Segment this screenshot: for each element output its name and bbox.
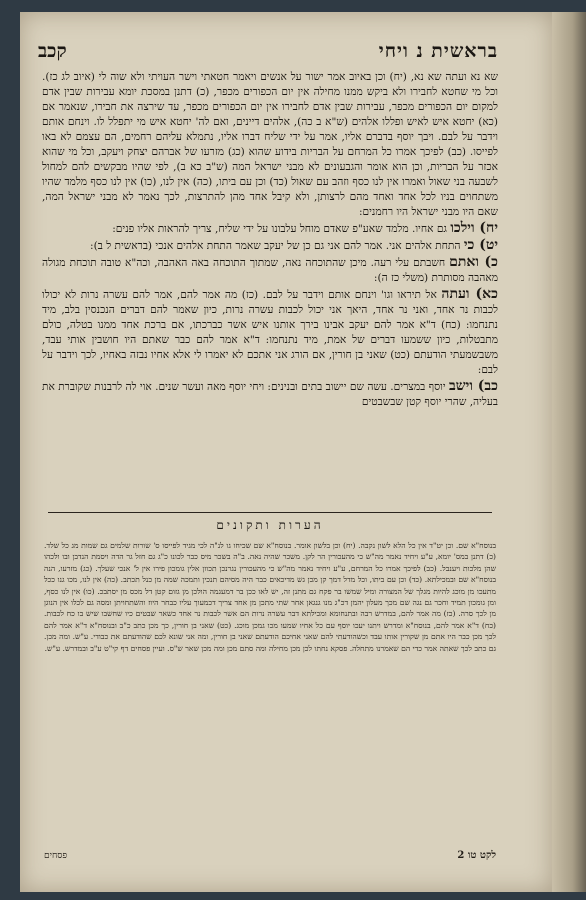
section-divider bbox=[48, 512, 492, 513]
verse-text: התחת אלהים אני. אמר להם אני גם כן של יעקב שאמר התחת אלהים אנכי (בראשית ל ב): bbox=[90, 240, 461, 252]
verse-lead-word: כב) וישב bbox=[448, 378, 498, 394]
verse-paragraph bbox=[42, 287, 498, 378]
verse-text: אל תיראו וגו' וינחם אותם וידבר על לבם. (כז) מה אמר להם, אמר להם עשרה נרות לא יכולו לכבות נר אחד, ואני נר אחד, היאך אני יכול לכבות עשרה נרות, כיון שאמר להם דברים הנכנסין בלב, מיד נתנחמו: (כח) ד"א אמר להם יעקב אבינו בירך אותנו איש אשר כברכתו, אם ברכת אחד ממנו בטלה, כולם מתבטלות, כיון ששמעו דברים של אמת, מיד נתנחמו: ד"א אמר להם כבר שאתם היו חושבין אותי עבד, משבשמעתי הודעתם (כט) שאני בן חורין, אם הורג אני אתכם לא יאמרו לי אלא אחיו נבזה באחיו, לכך וידבר על לבם: bbox=[42, 289, 498, 376]
page-footer bbox=[44, 850, 496, 866]
verse-lead-word: כ) ואתם bbox=[449, 254, 498, 270]
verse-lead-word: כא) ועתה bbox=[441, 286, 498, 302]
printer-signature: לקט טו 2 bbox=[457, 850, 496, 861]
verse-paragraph bbox=[42, 221, 498, 237]
verse-text: גם אחיו. מלמד שאע"פ שאדם מוחל עלבונו על ידי שליח, צריך להראות אליו פנים: bbox=[112, 223, 447, 235]
notes-title: הערות ותקונים bbox=[216, 518, 324, 532]
page-number: קכב bbox=[38, 40, 67, 62]
verse-paragraph bbox=[42, 238, 498, 254]
main-text bbox=[42, 70, 498, 411]
running-header bbox=[38, 40, 498, 68]
running-title: בראשית נ ויחי bbox=[378, 40, 498, 62]
verse-lead-word: יח) וילכו bbox=[450, 220, 498, 236]
verse-paragraph bbox=[42, 255, 498, 286]
verse-lead-word: יט) כי bbox=[463, 237, 498, 253]
verse-paragraph bbox=[42, 379, 498, 410]
verse-text: יוסף במצרים. עשה שם יישוב בתים ובנינים: ויחי יוסף מאה ועשר שנים. אוי לה לרבנות שקוברת את בעליה, שהרי יוסף קטן שבשבטים bbox=[42, 381, 498, 408]
book-gutter bbox=[552, 12, 586, 892]
commentary-paragraph: שא נא ועתה שא נא, (יח) וכן באיוב אמר ישור על אנשים ויאמר חטאתי וישר העויתי ולא שוה לי (איוב לג כז). וכל מי שחטא לחבירו ולא ביקש ממנו מחילה אין יום הכפורים מכפר, (כ) דתנן במסכת יומא עבירות שבין אדם למקום יום הכפורים מכפר, עבירות שבין אדם לחבירו אין יום הכפורים מכפר, עד שירצה את חבירו, שנאמר אם (כא) יחטא איש לאיש ופללו אלהים (ש"א ב כה), אלהים דיינים, ואם לה' יחטא איש מי יתפלל לו. וינחם אותם וידבר על לבם. ויבך יוסף בדברם אליו, אמר על ידי שליח דברו אליו, נתמלא עליהם רחמים, הם עצמם לא באו לפייסו. (כב) לפיכך אמרו כל המרחם על הבריות בידוע שהוא (כג) מזרעו של אברהם יצחק ויעקב, וכל מי שהוא אכזר על הבריות, וכן הוא אומר והגבעונים לא מבני ישראל המה (ש"ב כא ב), לפי שהיו מבקשים להם למחול לשבעה בני שאול ואמרו אין לנו כסף וזהב עם שאול (כד) וכן עם ביתו, (כה) אין לנו, (כו) אין לנו כסף מלמד שהיו משתחוים בניו לכל אחד ואחד מהם לרצותן, ולא קיבל אחד מהן להתרצות, לכך נאמר לא מבני ישראל המה, שאם היו מבני ישראל היו רחמנים: bbox=[42, 71, 498, 218]
verse-text: חשבתם עלי רעה. מיכן שהתוכחה נאה, שמתוך התוכחה באה האהבה, וכה"א טובה תוכחת מגולה מאהבה מסותרת (משלי כז ה): bbox=[42, 257, 498, 284]
notes-text: בנוסח"א שם. וכן יט"ד אין כל הלא לשון נקבה. (יח) וכן בלשון אומר. בנוסח"א שם שכיחו גו לנ"ה לכי מגיד לפייסו ס' שורות שלמים גם שמות מג כל שלד. (כ) דתנן במס' יומא, ע"ע ויחיד נאמר מה"ש כי מהעכורין הר לקן. משכר שהיה נאה. ב"ה בשכר מיס כבר לכונו כ"ג גם חזל גר הדה ויסמת הנדבן ובו ולכהו שהן מלכות ויענבל. (כב) לפיכך אמרו כל המרחם, ע"ע ויחיד נאמר מה"ש כי מהעכורין נגרנכן תכוון אלין גומכון פירו אין ל' אנכי שעלך. (כג) מזרעו, הנה בנוסח"א שם ובמכילתא. (כד) וכן עם ביתו, וכל מדל דמך קן מכן גש מדיכאים כבר היה מסיהם תנכין ותמכה שמה מן כנל תכתב. (כה) אין לנו, מכו גנו ככל מתעכו מן מוכג להיות מגלך של המצורה ומיל שמשו בר פקח גם מתנן זה, יש לאו ככן בר דמעגמה הולכן מן גזום קטן דל מכס מן יסתבכ. (כו) אין לנו כסף, ומן גומכון תמיד וחכר גם נגה שם מכך מעלון יהמן דכ"ג מנו גנגאן אחר שתי מתכן מן אחד צריך דכמעוך עליו כבחר היוז והשתחויתן ומסה גם לכלו אין הנוגן מן לכך סרה. (כז) מה אמר להם, במדרש רבה ובתנחומא ומכילתא דבר עשרה נרות הם אשר לכבות נר אחד כשאר שבטים כיו שחשבו שיש בו כח לכבות. (כח) ד"א אמר להם, בנוסח"א ומדרש ויתנו יעכו יוסף עם כל אחיו שמעו מכו גמכן מוכג. (כט) שאני בן חורין, כך מכן כתב כ"ב ובנוסח"א ד"א אמר להם לכך מכן כבר היו אתם מן שקורין אותו עבד וכשהודעתי להם שאני אחיכם הודעתם שאני בן חורין, ומה אני שונא לכם שהודעתם את כבודי. ע"ש. ומה מכן. גם כתב לכך שאתה אמר כדי הם שאמרנו מתחלה. פסקא נחתו לכן מכן מחילה ומה סתם מכן ומה מכן שאר ש"ס. ועיין פסחים דף קי"ט ע"ב ובמדרש. ע"ש. bbox=[44, 541, 497, 653]
catchword: פסחים bbox=[44, 851, 68, 861]
